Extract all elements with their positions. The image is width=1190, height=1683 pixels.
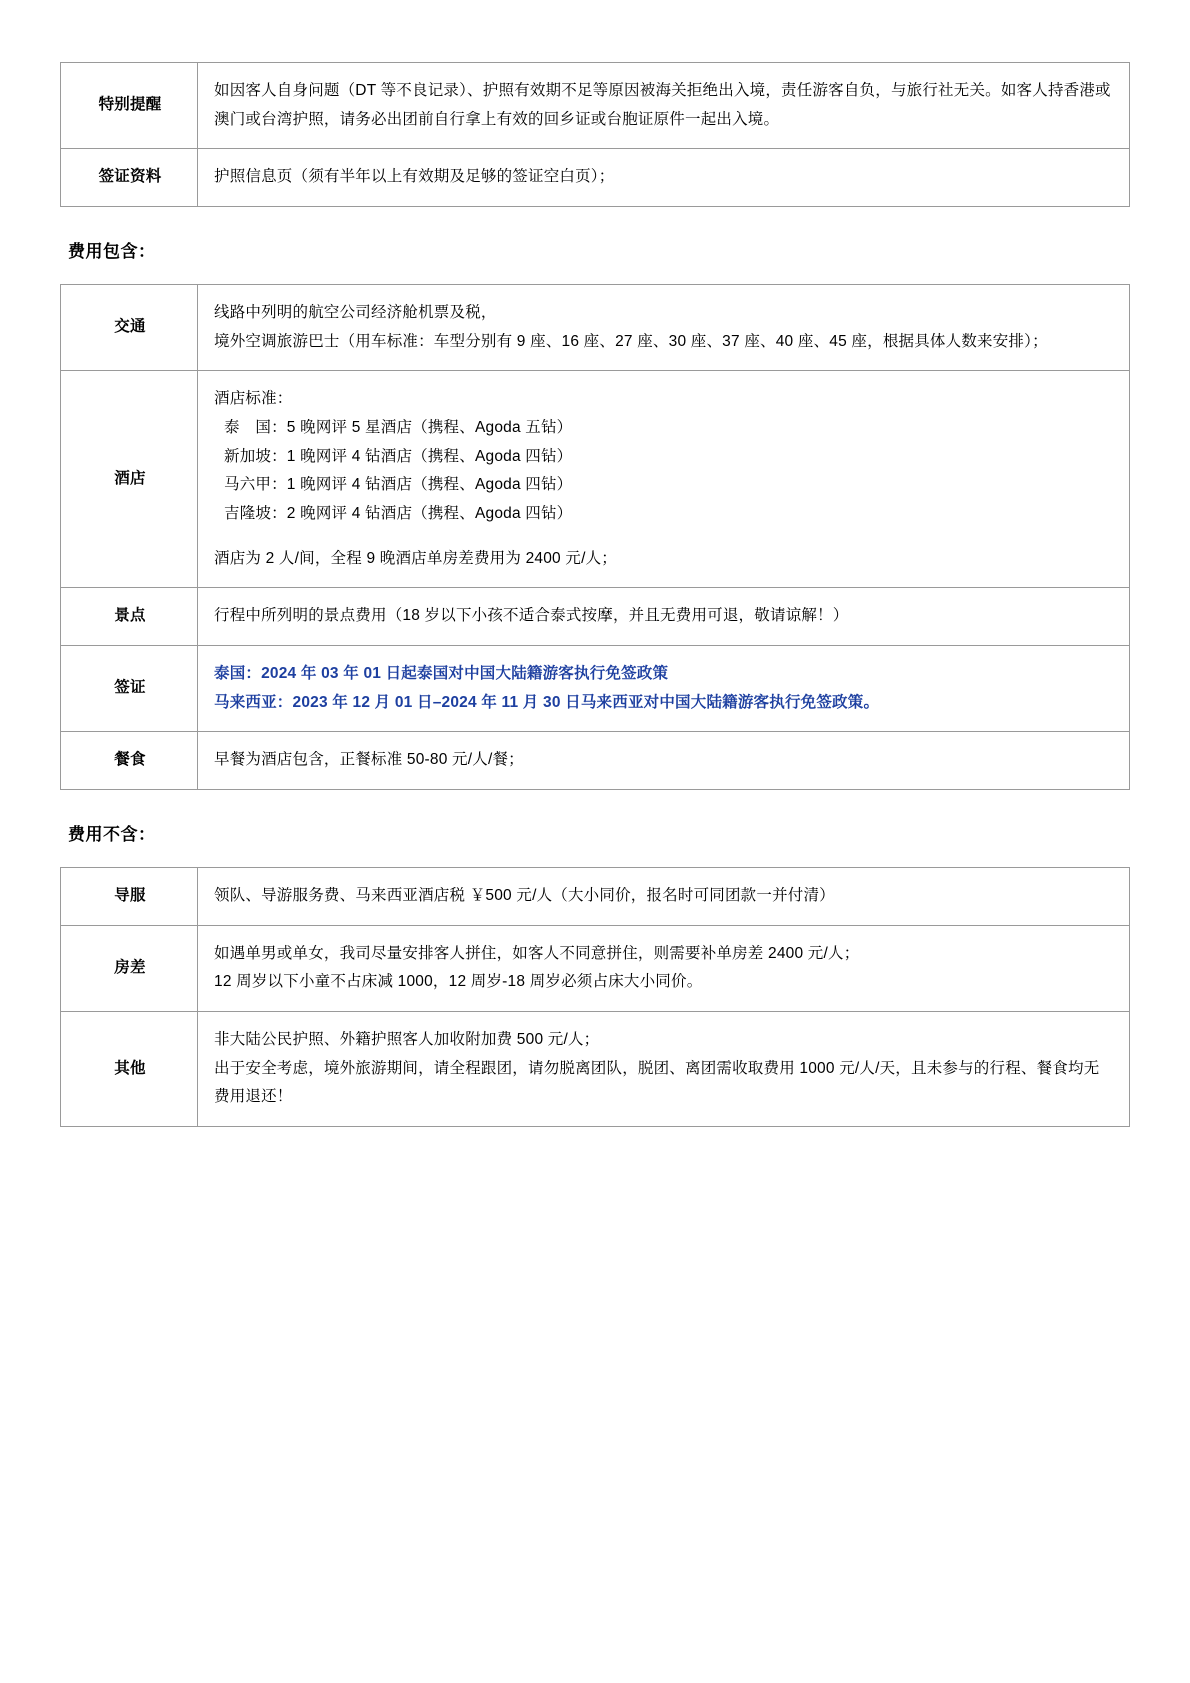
text-line: 如遇单男或单女，我司尽量安排客人拼住，如客人不同意拼住，则需要补单房差 2400 元/人； <box>214 944 860 962</box>
row-content-visa-documents <box>198 149 1130 207</box>
table-row <box>61 588 1130 646</box>
row-label-visa: 签证 <box>61 646 198 732</box>
section-title-included: 费用包含： <box>68 242 156 262</box>
text-line: 新加坡：1 晚网评 4 钻酒店（携程、Agoda 四钻） <box>224 447 573 465</box>
text-line: 如因客人自身问题（DT 等不良记录）、护照有效期不足等原因被海关拒绝出入境，责任游客自负，与旅行社无关。如客人持香港或澳门或台湾护照，请务必出团前自行拿上有效的回乡证或台胞证原件一起出入境。 <box>214 82 1111 128</box>
text-line: 马六甲：1 晚网评 4 钻酒店（携程、Agoda 四钻） <box>224 476 573 494</box>
row-label-single-supplement: 房差 <box>61 925 198 1011</box>
row-label-visa-documents: 签证资料 <box>61 149 198 207</box>
table-row <box>61 285 1130 371</box>
text-line: 行程中所列明的景点费用（18 岁以下小孩不适合泰式按摩，并且无费用可退，敬请谅解！） <box>214 607 849 625</box>
table-row <box>61 371 1130 588</box>
row-label-guide-service: 导服 <box>61 868 198 926</box>
section-title-excluded: 费用不含： <box>68 825 156 845</box>
text-line: 领队、导游服务费、马来西亚酒店税 ￥500 元/人（大小同价，报名时可同团款一并付清） <box>214 887 835 905</box>
table-row <box>61 925 1130 1011</box>
text-line: 境外空调旅游巴士（用车标准：车型分别有 9 座、16 座、27 座、30 座、37 座、40 座、45 座，根据具体人数来安排）； <box>214 332 1048 350</box>
text-line: 12 周岁以下小童不占床减 1000，12 周岁-18 周岁必须占床大小同价。 <box>214 973 703 991</box>
table-row <box>61 732 1130 790</box>
text-line: 护照信息页（须有半年以上有效期及足够的签证空白页）； <box>214 168 615 186</box>
text-line: 非大陆公民护照、外籍护照客人加收附加费 500 元/人； <box>214 1031 600 1049</box>
row-label-hotel: 酒店 <box>61 371 198 588</box>
row-content-single-supplement <box>198 925 1130 1011</box>
row-label-special-notice: 特别提醒 <box>61 63 198 149</box>
text-line: 吉隆坡：2 晚网评 4 钻酒店（携程、Agoda 四钻） <box>224 505 573 523</box>
row-label-meals: 餐食 <box>61 732 198 790</box>
text-line: 酒店标准： <box>214 390 293 408</box>
row-content-hotel <box>198 371 1130 588</box>
row-content-special-notice <box>198 63 1130 149</box>
row-content-visa <box>198 646 1130 732</box>
table-row <box>61 149 1130 207</box>
row-content-attractions <box>198 588 1130 646</box>
text-line-highlighted: 泰国：2024 年 03 年 01 日起泰国对中国大陆籍游客执行免签政策 <box>214 665 669 683</box>
row-content-guide-service <box>198 868 1130 926</box>
text-line: 早餐为酒店包含，正餐标准 50-80 元/人/餐； <box>214 751 524 769</box>
table-row <box>61 646 1130 732</box>
row-content-other <box>198 1012 1130 1127</box>
text-line-highlighted: 马来西亚：2023 年 12 月 01 日–2024 年 11 月 30 日马来西亚对中国大陆籍游客执行免签政策。 <box>214 693 880 711</box>
table-row <box>61 868 1130 926</box>
row-label-transport: 交通 <box>61 285 198 371</box>
row-label-other: 其他 <box>61 1012 198 1127</box>
row-content-transport <box>198 285 1130 371</box>
table-row <box>61 63 1130 149</box>
row-content-meals <box>198 732 1130 790</box>
excluded-table <box>60 867 1130 1127</box>
text-line: 酒店为 2 人/间，全程 9 晚酒店单房差费用为 2400 元/人； <box>214 549 617 567</box>
spacer <box>214 529 1115 545</box>
included-table <box>60 284 1130 790</box>
notice-table <box>60 62 1130 207</box>
table-row <box>61 1012 1130 1127</box>
text-line: 出于安全考虑，境外旅游期间，请全程跟团，请勿脱离团队，脱团、离团需收取费用 1000 元/人/天，且未参与的行程、餐食均无费用退还！ <box>214 1059 1100 1106</box>
text-line: 泰 国：5 晚网评 5 星酒店（携程、Agoda 五钻） <box>224 419 573 437</box>
text-line: 线路中列明的航空公司经济舱机票及税， <box>214 304 497 322</box>
row-label-attractions: 景点 <box>61 588 198 646</box>
